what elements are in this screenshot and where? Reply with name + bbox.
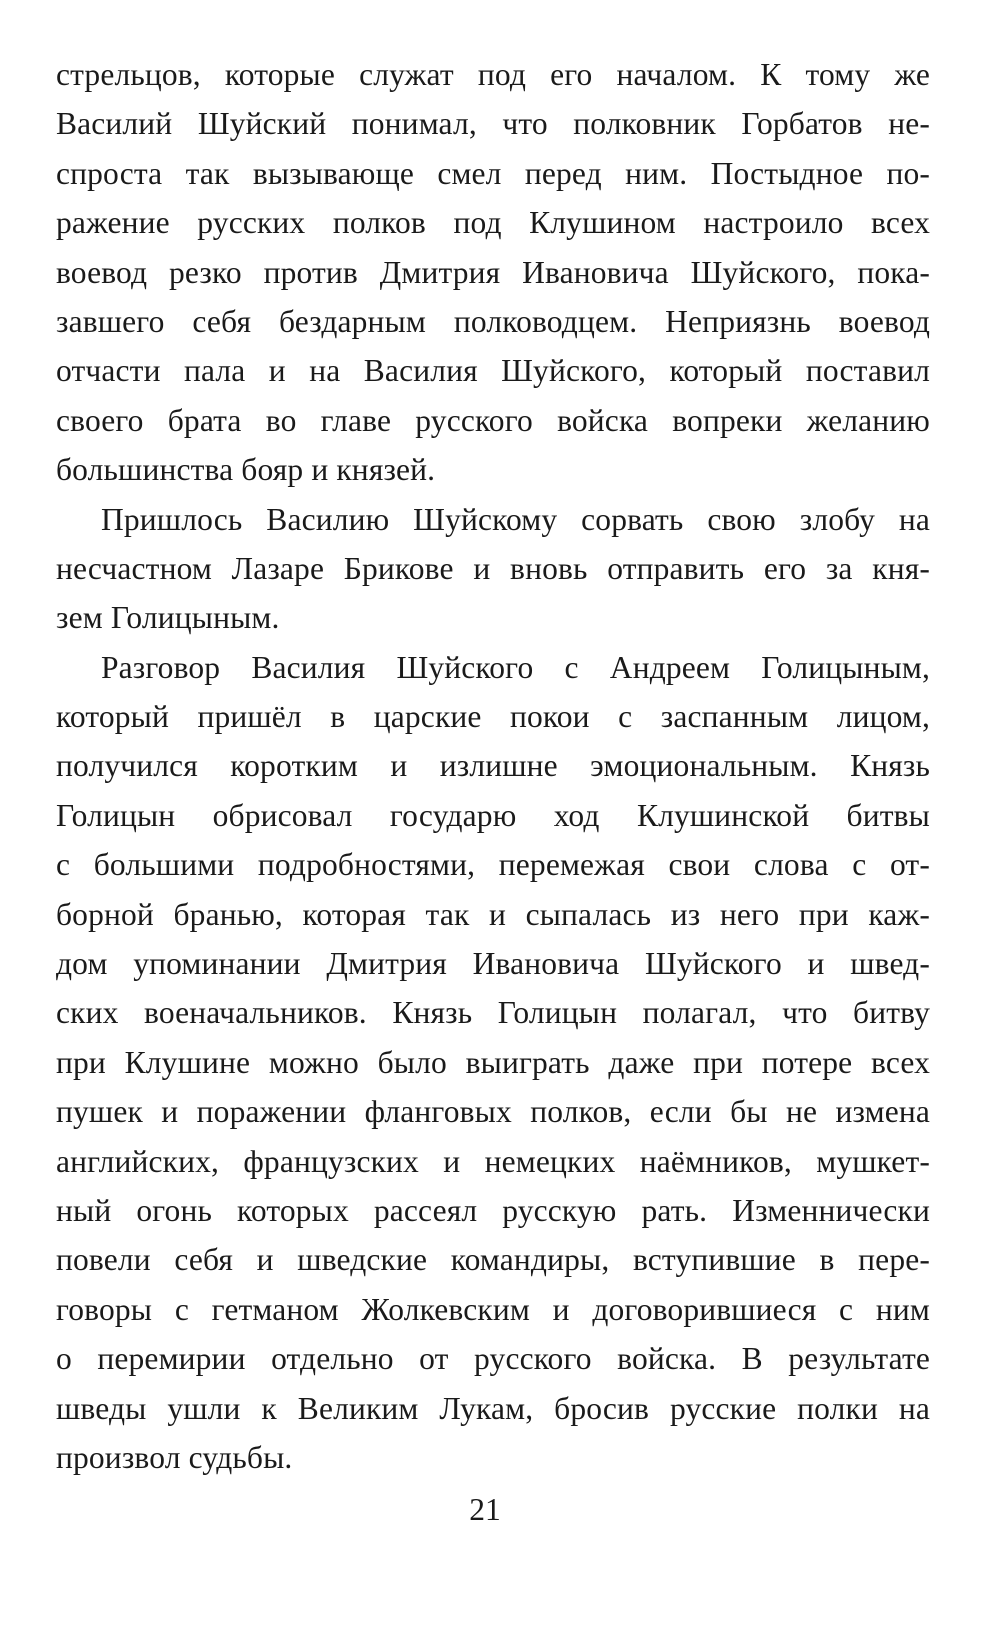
text-line: несчастном Лазаре Брикове и вновь отправить его за кня- [56, 550, 930, 586]
text-line: получился коротким и излишне эмоциональным. Князь [56, 748, 930, 784]
text-line: стрельцов, которые служат под его началом. К тому же [56, 57, 930, 92]
text-line: с большими подробностями, перемежая свои слова с от- [56, 847, 930, 883]
text-line: дом упоминании Дмитрия Ивановича Шуйского и швед- [56, 946, 930, 982]
text-line: ских военачальников. Князь Голицын полагал, что битву [56, 995, 930, 1031]
text-line: зем Голицыным. [56, 600, 280, 636]
page-body [56, 50, 930, 1482]
text-line: о перемирии отдельно от русского войска. В результате [56, 1341, 930, 1377]
text-line: английских, французских и немецких наёмников, мушкет- [56, 1143, 930, 1179]
text-line: пушек и поражении фланговых полков, если бы не измена [56, 1094, 930, 1130]
paragraph-1 [56, 50, 930, 495]
text-line: Пришлось Василию Шуйскому сорвать свою злобу на [101, 501, 930, 537]
text-line: который пришёл в царские покои с заспанным лицом, [56, 699, 930, 735]
text-line: своего брата во главе русского войска вопреки желанию [56, 402, 930, 438]
text-line: Василий Шуйский понимал, что полковник Горбатов не- [56, 106, 930, 142]
text-line: говоры с гетманом Жолкевским и договорившиеся с ним [56, 1291, 930, 1327]
page-number: 21 [469, 1492, 501, 1527]
text-line: при Клушине можно было выиграть даже при потере всех [56, 1044, 930, 1080]
text-line: повели себя и шведские командиры, вступившие в пере- [56, 1242, 930, 1278]
text-line: шведы ушли к Великим Лукам, бросив русские полки на [56, 1390, 930, 1426]
paragraph-2 [56, 495, 930, 643]
text-line: борной бранью, которая так и сыпалась из него при каж- [56, 896, 930, 932]
text-line: Голицын обрисовал государю ход Клушинской битвы [56, 797, 930, 833]
text-line: ражение русских полков под Клушином настроило всех [56, 205, 930, 241]
text-line: большинства бояр и князей. [56, 452, 436, 488]
text-line: отчасти пала и на Василия Шуйского, который поставил [56, 353, 930, 389]
text-line: воевод резко против Дмитрия Ивановича Шуйского, пока- [56, 254, 930, 290]
text-line: спроста так вызывающе смел перед ним. Постыдное по- [56, 155, 930, 191]
text-line: произвол судьбы. [56, 1439, 293, 1475]
text-line: Разговор Василия Шуйского с Андреем Голицыным, [101, 649, 930, 685]
text-line: завшего себя бездарным полководцем. Неприязнь воевод [56, 303, 930, 339]
paragraph-3 [56, 643, 930, 1483]
text-line: ный огонь которых рассеял русскую рать. Изменнически [56, 1192, 930, 1228]
